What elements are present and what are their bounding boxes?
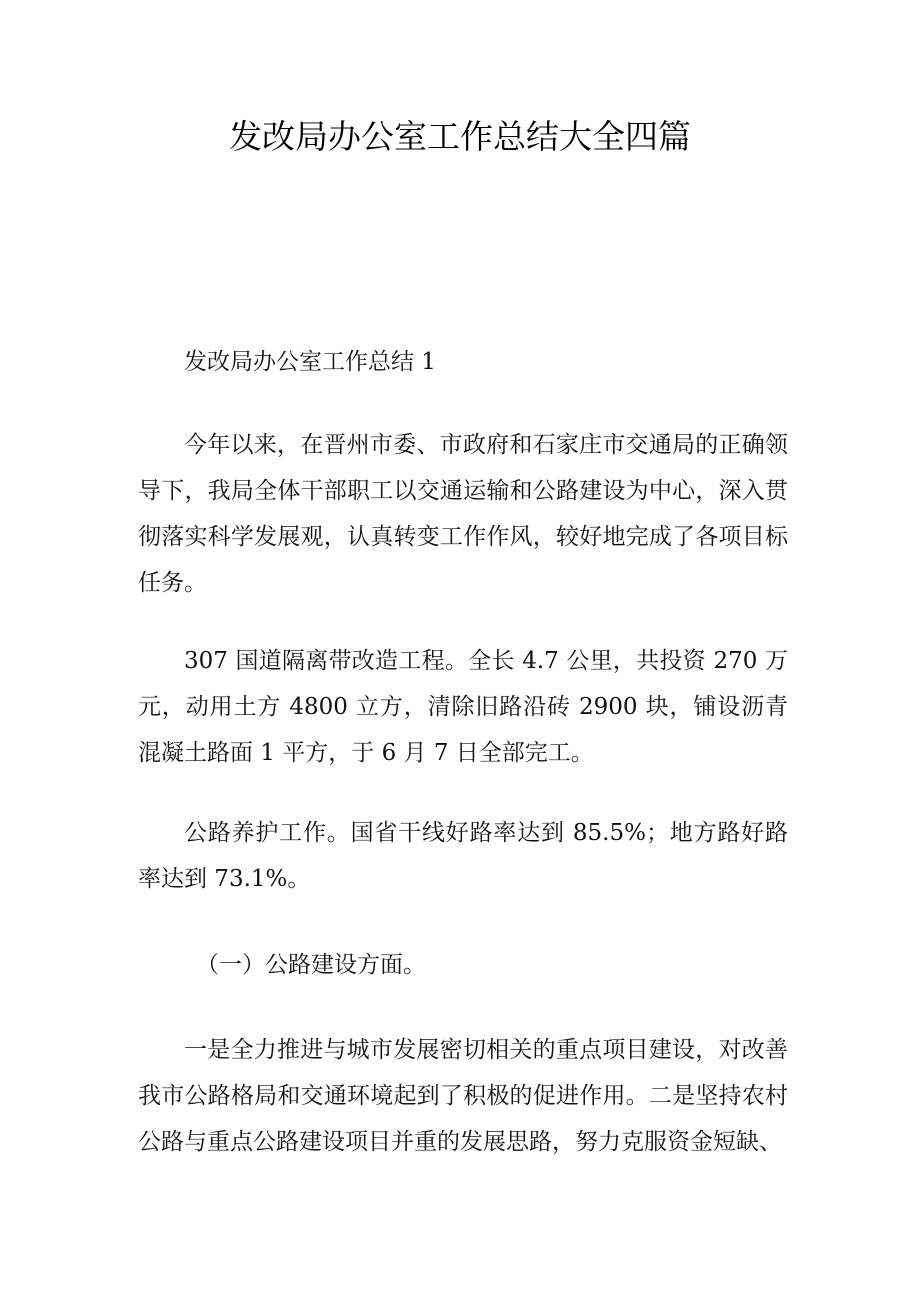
paragraph-project-307: 307 国道隔离带改造工程。全长 4.7 公里，共投资 270 万元，动用土方 4800 立方，清除旧路沿砖 2900 块，铺设沥青混凝土路面 1 平方，于 6 月 7 日全部完工。	[138, 648, 788, 766]
document-title: 发改局办公室工作总结大全四篇	[229, 117, 691, 156]
paragraph-intro: 今年以来，在晋州市委、市政府和石家庄市交通局的正确领导下，我局全体干部职工以交通运输和公路建设为中心，深入贯彻落实科学发展观，认真转变工作作风，较好地完成了各项目标任务。	[138, 432, 788, 596]
section-heading-road-construction: （一）公路建设方面。	[196, 952, 426, 978]
paragraph-road-construction-details: 一是全力推进与城市发展密切相关的重点项目建设，对改善我市公路格局和交通环境起到了积极的促进作用。二是坚持农村公路与重点公路建设项目并重的发展思路，努力克服资金短缺、	[138, 1037, 788, 1155]
section-subtitle: 发改局办公室工作总结 1	[184, 349, 436, 375]
paragraph-road-maintenance: 公路养护工作。国省干线好路率达到 85.5%；地方路好路率达到 73.1%。	[138, 820, 788, 892]
